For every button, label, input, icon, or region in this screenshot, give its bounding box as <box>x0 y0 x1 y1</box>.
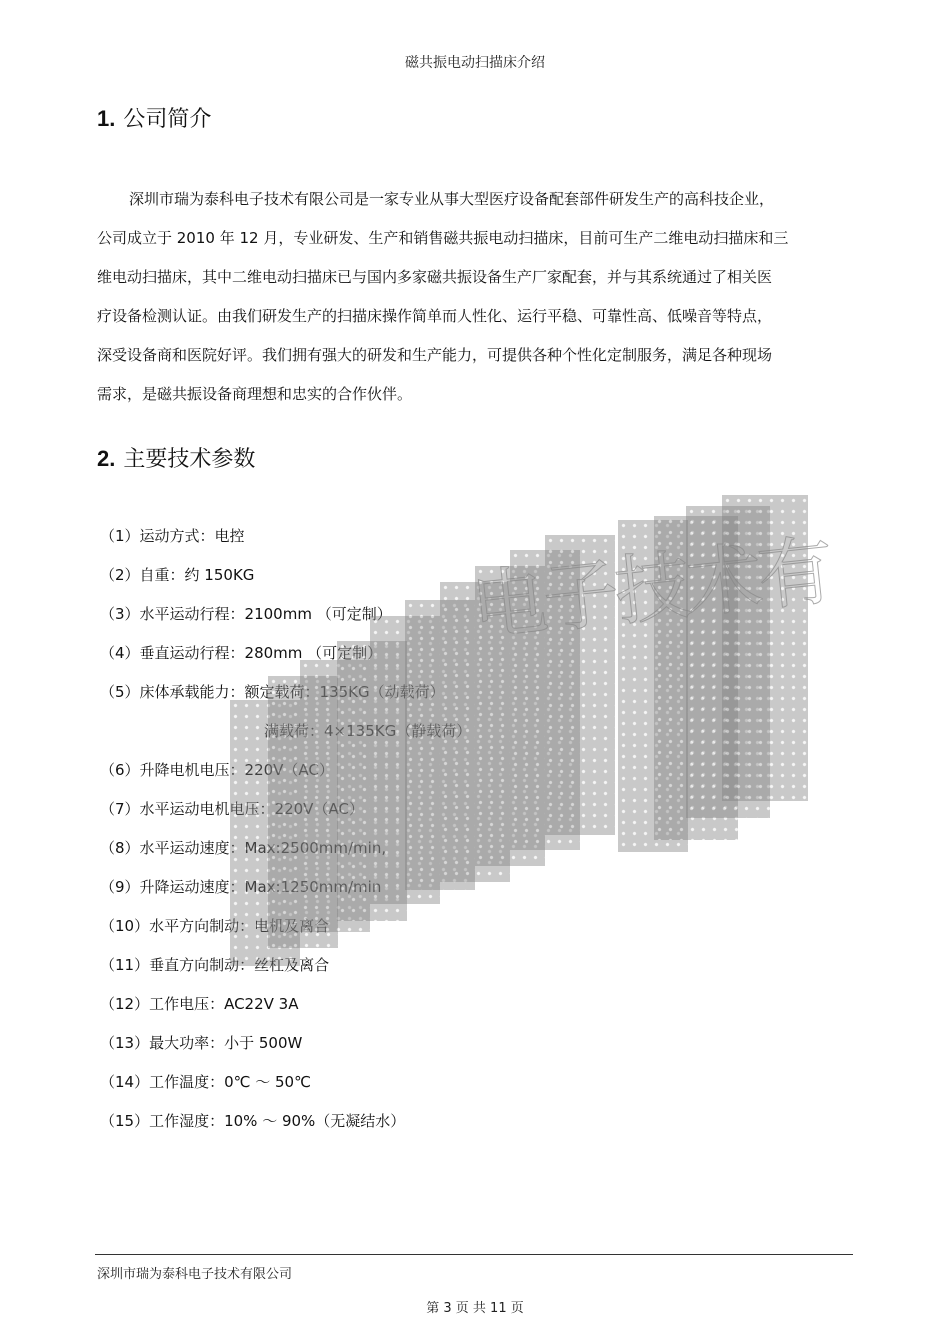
section-title: 主要技术参数 <box>123 447 256 472</box>
param-item: （11）垂直方向制动：丝杠及离合 <box>100 956 330 974</box>
param-item: （3）水平运动行程：2100mm （可定制） <box>100 605 392 623</box>
page-header-title: 磁共振电动扫描床介绍 <box>405 55 545 71</box>
param-item: （9）升降运动速度：Max:1250mm/min <box>100 878 382 896</box>
param-item: （12）工作电压：AC22V 3A <box>100 995 299 1013</box>
param-item: （4）垂直运动行程：280mm （可定制） <box>100 644 383 662</box>
paragraph-line: 疗设备检测认证。由我们研发生产的扫描床操作简单而人性化、运行平稳、可靠性高、低噪音等特点， <box>97 307 773 325</box>
param-item: （5）床体承载能力：额定载荷：135KG（动载荷） <box>100 683 445 701</box>
param-item: （1）运动方式：电控 <box>100 527 245 545</box>
section-heading-company-intro <box>97 102 211 133</box>
param-item: （14）工作温度：0℃ ～ 50℃ <box>100 1073 311 1091</box>
param-item: （6）升降电机电压：220V（AC） <box>100 761 334 779</box>
paragraph-line: 维电动扫描床，其中二维电动扫描床已与国内多家磁共振设备生产厂家配套，并与其系统通过了相关医 <box>97 268 773 286</box>
paragraph-line: 公司成立于 2010 年 12 月，专业研发、生产和销售磁共振电动扫描床，目前可生产二维电动扫描床和三 <box>97 229 789 247</box>
footer-company-name: 深圳市瑞为泰科电子技术有限公司 <box>97 1267 293 1282</box>
section-number: 2. <box>97 446 116 471</box>
param-item: （13）最大功率：小于 500W <box>100 1034 303 1052</box>
footer-divider <box>95 1254 853 1255</box>
paragraph-line: 需求，是磁共振设备商理想和忠实的合作伙伴。 <box>97 385 413 403</box>
section-heading-tech-params <box>97 442 255 473</box>
param-item: （2）自重：约 150KG <box>100 566 255 584</box>
param-item: （7）水平运动电机电压：220V（AC） <box>100 800 364 818</box>
paragraph-line: 深受设备商和医院好评。我们拥有强大的研发和生产能力，可提供各种个性化定制服务，满足各种现场 <box>97 346 773 364</box>
page-number: 第 3 页 共 11 页 <box>426 1301 524 1316</box>
watermark-block <box>722 495 808 801</box>
section-title: 公司简介 <box>123 107 212 132</box>
param-item: （15）工作湿度：10% ～ 90%（无凝结水） <box>100 1112 406 1130</box>
paragraph-line: 深圳市瑞为泰科电子技术有限公司是一家专业从事大型医疗设备配套部件研发生产的高科技企业， <box>129 190 775 208</box>
param-item-continuation: 满载荷：4×135KG（静载荷） <box>264 722 472 740</box>
section-number: 1. <box>97 106 116 131</box>
tech-params-list <box>100 518 700 1142</box>
param-item: （8）水平运动速度：Max:2500mm/min, <box>100 839 387 857</box>
watermark-text: 电子技术有 <box>466 525 835 652</box>
param-item: （10）水平方向制动：电机及离合 <box>100 917 330 935</box>
company-intro-paragraph <box>97 180 857 414</box>
